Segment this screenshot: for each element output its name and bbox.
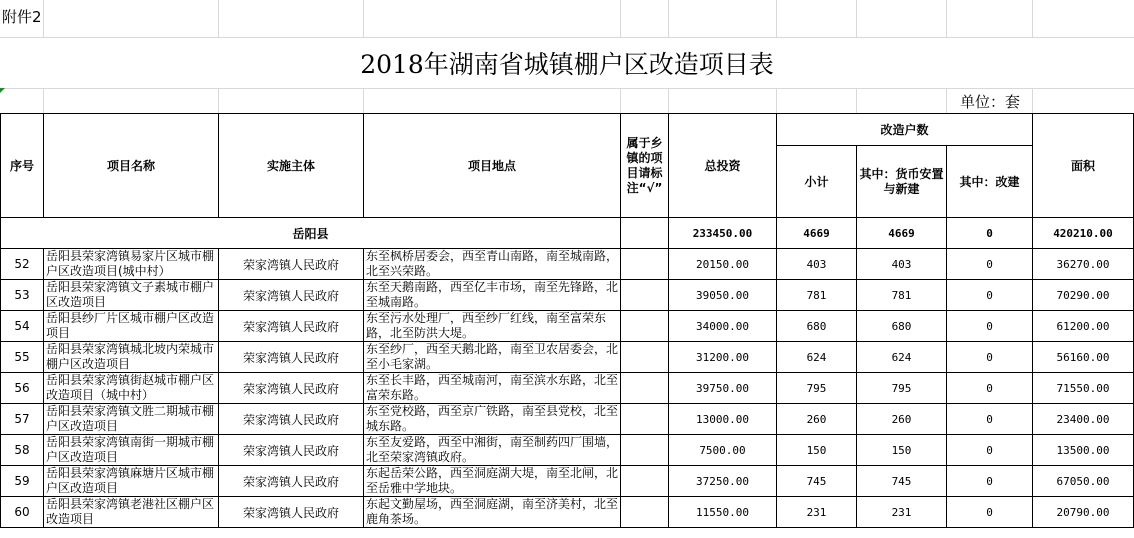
row-entity: 荣家湾镇人民政府 [219, 497, 364, 528]
row-entity: 荣家湾镇人民政府 [219, 373, 364, 404]
table-row [1, 311, 1134, 342]
row-mark-cell [621, 311, 669, 342]
table-row [1, 404, 1134, 435]
row-subtotal: 795 [777, 373, 857, 404]
row-subtotal: 624 [777, 342, 857, 373]
header-monetary: 其中：货币安置与新建 [857, 146, 947, 218]
county-name: 岳阳县 [1, 218, 621, 249]
row-investment: 39050.00 [669, 280, 777, 311]
row-entity: 荣家湾镇人民政府 [219, 249, 364, 280]
row-subtotal: 260 [777, 404, 857, 435]
row-area: 36270.00 [1033, 249, 1134, 280]
table-row [1, 280, 1134, 311]
header-seq: 序号 [1, 114, 44, 218]
row-investment: 39750.00 [669, 373, 777, 404]
row-seq: 59 [1, 466, 44, 497]
row-rebuild: 0 [947, 497, 1033, 528]
table-row [1, 249, 1134, 280]
attachment-label: 附件2 [2, 8, 42, 26]
row-mark-cell [621, 497, 669, 528]
row-location: 东至天鹅南路，西至亿丰市场，南至先锋路，北至城南路。 [364, 280, 621, 311]
row-rebuild: 0 [947, 373, 1033, 404]
row-monetary: 795 [857, 373, 947, 404]
row-monetary: 231 [857, 497, 947, 528]
cell-comment-marker [0, 88, 5, 93]
header-investment: 总投资 [669, 114, 777, 218]
row-rebuild: 0 [947, 280, 1033, 311]
row-seq: 55 [1, 342, 44, 373]
row-seq: 57 [1, 404, 44, 435]
row-subtotal: 231 [777, 497, 857, 528]
header-entity: 实施主体 [219, 114, 364, 218]
county-row [1, 218, 1134, 249]
project-table [0, 113, 1134, 528]
row-rebuild: 0 [947, 249, 1033, 280]
row-subtotal: 781 [777, 280, 857, 311]
row-mark-cell [621, 435, 669, 466]
table-row [1, 373, 1134, 404]
row-location: 东至污水处理厂，西至纱厂红线，南至富荣东路，北至防洪大堤。 [364, 311, 621, 342]
header-subtotal: 小计 [777, 146, 857, 218]
row-monetary: 403 [857, 249, 947, 280]
row-location: 东至党校路，西至京广铁路，南至县党校，北至城东路。 [364, 404, 621, 435]
row-location: 东至长丰路，西至城南河，南至滨水东路，北至富荣东路。 [364, 373, 621, 404]
row-rebuild: 0 [947, 466, 1033, 497]
county-mark-cell [621, 218, 669, 249]
row-name: 岳阳县纱厂片区城市棚户区改造项目 [44, 311, 219, 342]
row-investment: 20150.00 [669, 249, 777, 280]
header-area: 面积 [1033, 114, 1134, 218]
row-monetary: 150 [857, 435, 947, 466]
row-monetary: 680 [857, 311, 947, 342]
row-area: 13500.00 [1033, 435, 1134, 466]
row-entity: 荣家湾镇人民政府 [219, 342, 364, 373]
row-monetary: 745 [857, 466, 947, 497]
row-subtotal: 403 [777, 249, 857, 280]
row-seq: 52 [1, 249, 44, 280]
county-investment: 233450.00 [669, 218, 777, 249]
row-rebuild: 0 [947, 404, 1033, 435]
row-seq: 53 [1, 280, 44, 311]
header-township-mark: 属于乡镇的项目请标注“√” [621, 114, 669, 218]
row-area: 56160.00 [1033, 342, 1134, 373]
row-entity: 荣家湾镇人民政府 [219, 280, 364, 311]
row-location: 东至纱厂，西至天鹅北路，南至卫农居委会，北至小毛家湖。 [364, 342, 621, 373]
row-name: 岳阳县荣家湾镇南街一期城市棚户区改造项目 [44, 435, 219, 466]
row-mark-cell [621, 249, 669, 280]
row-area: 20790.00 [1033, 497, 1134, 528]
header-location: 项目地点 [364, 114, 621, 218]
row-area: 70290.00 [1033, 280, 1134, 311]
row-monetary: 624 [857, 342, 947, 373]
table-row [1, 342, 1134, 373]
row-rebuild: 0 [947, 342, 1033, 373]
row-mark-cell [621, 466, 669, 497]
row-subtotal: 150 [777, 435, 857, 466]
row-monetary: 781 [857, 280, 947, 311]
row-location: 东至友爱路，西至中湘街，南至制药四厂围墙，北至荣家湾镇政府。 [364, 435, 621, 466]
table-row [1, 497, 1134, 528]
row-mark-cell [621, 373, 669, 404]
row-subtotal: 745 [777, 466, 857, 497]
row-name: 岳阳县荣家湾镇老港社区棚户区改造项目 [44, 497, 219, 528]
row-investment: 34000.00 [669, 311, 777, 342]
row-entity: 荣家湾镇人民政府 [219, 311, 364, 342]
row-monetary: 260 [857, 404, 947, 435]
row-name: 岳阳县荣家湾镇易家片区城市棚户区改造项目(城中村） [44, 249, 219, 280]
header-name: 项目名称 [44, 114, 219, 218]
row-mark-cell [621, 342, 669, 373]
row-seq: 58 [1, 435, 44, 466]
unit-label: 单位：套 [960, 93, 1021, 111]
table-row [1, 466, 1134, 497]
row-subtotal: 680 [777, 311, 857, 342]
row-entity: 荣家湾镇人民政府 [219, 435, 364, 466]
row-investment: 37250.00 [669, 466, 777, 497]
county-rebuild: 0 [947, 218, 1033, 249]
row-investment: 11550.00 [669, 497, 777, 528]
row-name: 岳阳县荣家湾镇城北坡内荣城市棚户区改造项目 [44, 342, 219, 373]
row-seq: 56 [1, 373, 44, 404]
row-rebuild: 0 [947, 435, 1033, 466]
row-name: 岳阳县荣家湾镇文子素城市棚户区改造项目 [44, 280, 219, 311]
row-rebuild: 0 [947, 311, 1033, 342]
sheet-title: 2018年湖南省城镇棚户区改造项目表 [0, 37, 1134, 89]
row-area: 61200.00 [1033, 311, 1134, 342]
row-location: 东至枫桥居委会，西至青山南路，南至城南路，北至兴荣路。 [364, 249, 621, 280]
header-rebuild: 其中：改建 [947, 146, 1033, 218]
row-investment: 31200.00 [669, 342, 777, 373]
county-subtotal: 4669 [777, 218, 857, 249]
row-mark-cell [621, 280, 669, 311]
row-mark-cell [621, 404, 669, 435]
row-investment: 7500.00 [669, 435, 777, 466]
row-seq: 60 [1, 497, 44, 528]
row-name: 岳阳县荣家湾镇麻塘片区城市棚户区改造项目 [44, 466, 219, 497]
county-monetary: 4669 [857, 218, 947, 249]
row-location: 东起文勤屋场，西至洞庭湖，南至济美村，北至鹿角茶场。 [364, 497, 621, 528]
row-area: 71550.00 [1033, 373, 1134, 404]
header-households: 改造户数 [777, 114, 1033, 146]
row-entity: 荣家湾镇人民政府 [219, 466, 364, 497]
row-investment: 13000.00 [669, 404, 777, 435]
row-name: 岳阳县荣家湾镇街赵城市棚户区改造项目（城中村） [44, 373, 219, 404]
row-location: 东起岳荣公路，西至洞庭湖大堤，南至北闸，北至岳雅中学地块。 [364, 466, 621, 497]
row-seq: 54 [1, 311, 44, 342]
row-area: 67050.00 [1033, 466, 1134, 497]
row-area: 23400.00 [1033, 404, 1134, 435]
county-area: 420210.00 [1033, 218, 1134, 249]
row-name: 岳阳县荣家湾镇文胜二期城市棚户区改造项目 [44, 404, 219, 435]
row-entity: 荣家湾镇人民政府 [219, 404, 364, 435]
table-row [1, 435, 1134, 466]
